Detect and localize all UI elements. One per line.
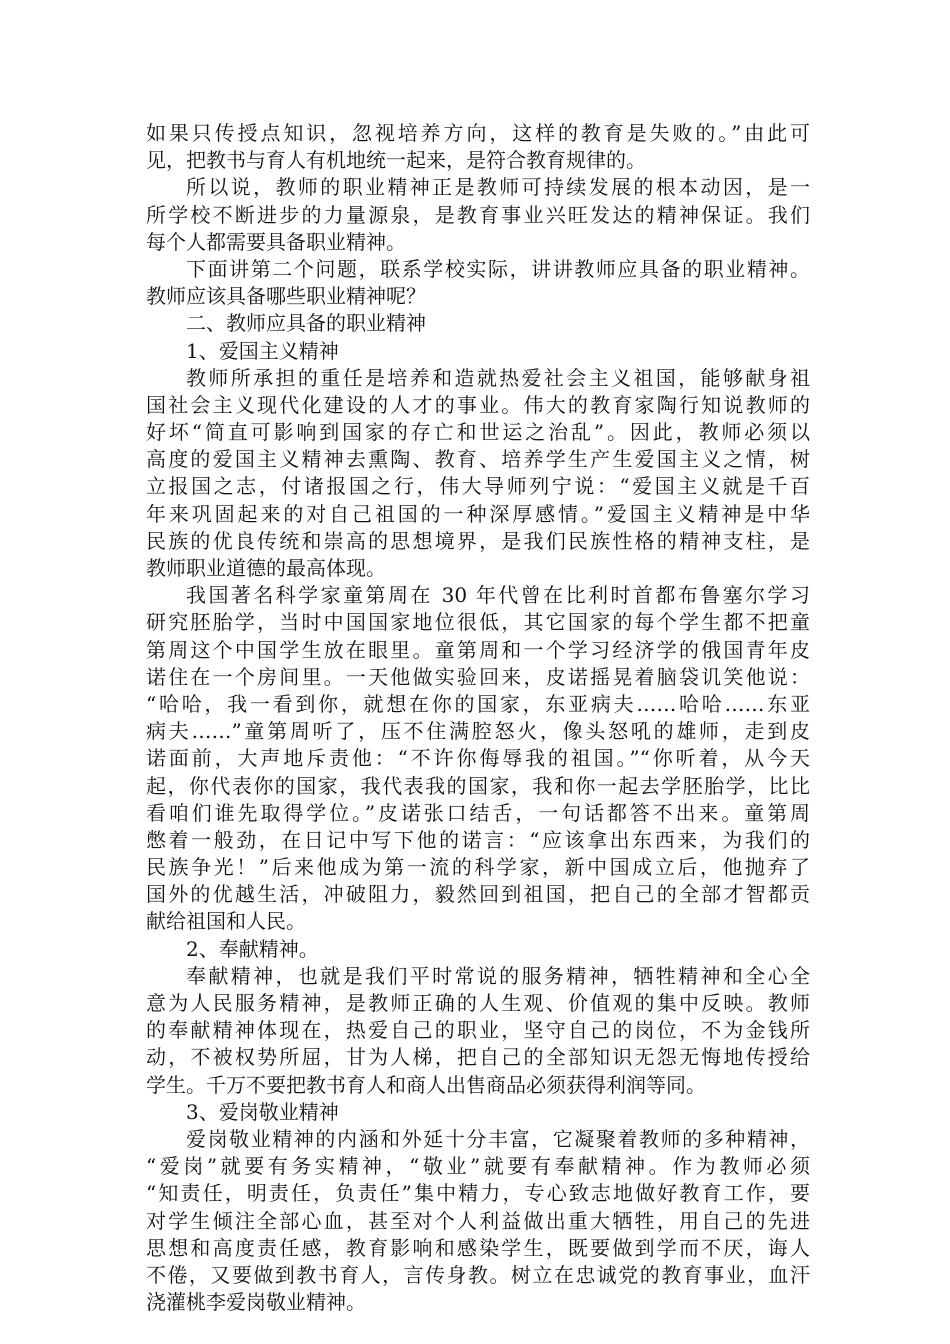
- text-line: 诺住在一个房间里。一天他做实验回来，皮诺摇晃着脑袋讥笑他说：: [146, 664, 810, 689]
- text-line: 奉献精神，也就是我们平时常说的服务精神，牺牲精神和全心全: [186, 963, 810, 988]
- text-line: 每个人都需要具备职业精神。: [146, 229, 406, 254]
- text-line: 所学校不断进步的力量源泉，是教育事业兴旺发达的精神保证。我们: [146, 202, 810, 227]
- subsection-heading: 1、爱国主义精神: [186, 338, 339, 363]
- text-line: 研究胚胎学，当时中国国家地位很低，其它国家的每个学生都不把童: [146, 610, 810, 635]
- text-line: 对学生倾注全部心血，甚至对个人利益做出重大牺牲，用自己的先进: [146, 1208, 810, 1233]
- text-line: 第周这个中国学生放在眼里。童第周和一个学习经济学的俄国青年皮: [146, 637, 810, 662]
- text-line: 看咱们谁先取得学位。”皮诺张口结舌，一句话都答不出来。童第周: [146, 800, 810, 825]
- text-line: 思想和高度责任感，教育影响和感染学生，既要做到学而不厌，诲人: [146, 1235, 810, 1260]
- text-line: 国社会主义现代化建设的人才的事业。伟大的教育家陶行知说教师的: [146, 392, 810, 417]
- text-line: 高度的爱国主义精神去熏陶、教育、培养学生产生爱国主义之情，树: [146, 447, 810, 472]
- text-line: 浇灌桃李爱岗敬业精神。: [146, 1290, 366, 1315]
- text-line: 见，把教书与育人有机地统一起来，是符合教育规律的。: [146, 148, 646, 173]
- text-line: 献给祖国和人民。: [146, 909, 306, 934]
- text-line: 教师所承担的重任是培养和造就热爱社会主义祖国，能够献身祖: [186, 365, 810, 390]
- text-line: 意为人民服务精神，是教师正确的人生观、价值观的集中反映。教师: [146, 991, 810, 1015]
- text-line: 病夫……”童第周听了，压不住满腔怒火，像头怒吼的雄师，走到皮: [146, 719, 810, 744]
- text-line: 所以说，教师的职业精神正是教师可持续发展的根本动因，是一: [186, 175, 810, 200]
- text-line: 我国著名科学家童第周在 30 年代曾在比利时首都布鲁塞尔学习: [186, 583, 810, 608]
- text-line: 教师应该具备哪些职业精神呢？: [146, 284, 426, 309]
- text-line: “爱岗”就要有务实精神，“敬业”就要有奉献精神。作为教师必须: [146, 1154, 810, 1179]
- text-line: 起，你代表你的国家，我代表我的国家，我和你一起去学胚胎学，比比: [146, 773, 810, 798]
- text-line: 爱岗敬业精神的内涵和外延十分丰富，它凝聚着教师的多种精神，: [186, 1126, 810, 1151]
- text-line: “知责任，明责任，负责任”集中精力，专心致志地做好教育工作，要: [146, 1181, 810, 1206]
- text-line: 如果只传授点知识，忽视培养方向，这样的教育是失败的。”由此可: [146, 121, 810, 145]
- text-line: 下面讲第二个问题，联系学校实际，讲讲教师应具备的职业精神。: [186, 256, 810, 281]
- text-line: 年来巩固起来的对自己祖国的一种深厚感情。”爱国主义精神是中华: [146, 501, 810, 526]
- section-heading: 二、教师应具备的职业精神: [186, 311, 426, 336]
- text-line: 动，不被权势所屈，甘为人梯，把自己的全部知识无怨无悔地传授给: [146, 1045, 810, 1070]
- text-line: 教师职业道德的最高体现。: [146, 556, 386, 580]
- text-line: 不倦，又要做到教书育人，言传身教。树立在忠诚党的教育事业，血汗: [146, 1262, 810, 1287]
- subsection-heading: 2、奉献精神。: [186, 936, 319, 961]
- text-line: “哈哈，我一看到你，就想在你的国家，东亚病夫……哈哈……东亚: [146, 691, 810, 716]
- text-line: 民族争光！”后来他成为第一流的科学家，新中国成立后，他抛弃了: [146, 855, 810, 880]
- text-line: 立报国之志，付诸报国之行，伟大导师列宁说：“爱国主义就是千百: [146, 474, 810, 499]
- text-line: 好坏“简直可影响到国家的存亡和世运之治乱”。因此，教师必须以: [146, 420, 810, 445]
- text-line: 民族的优良传统和崇高的思想境界，是我们民族性格的精神支柱，是: [146, 528, 810, 553]
- text-line: 国外的优越生活，冲破阻力，毅然回到祖国，把自己的全部才智都贡: [146, 882, 810, 907]
- text-line: 学生。千万不要把教书育人和商人出售商品必须获得利润等同。: [146, 1072, 706, 1097]
- text-line: 的奉献精神体现在，热爱自己的职业，坚守自己的岗位，不为金钱所: [146, 1018, 810, 1043]
- subsection-heading: 3、爱岗敬业精神: [186, 1099, 339, 1124]
- text-line: 诺面前，大声地斥责他：“不许你侮辱我的祖国。”“你听着，从今天: [146, 746, 810, 771]
- document-page: [146, 120, 810, 1316]
- text-line: 憋着一般劲，在日记中写下他的诺言：“应该拿出东西来，为我们的: [146, 827, 810, 852]
